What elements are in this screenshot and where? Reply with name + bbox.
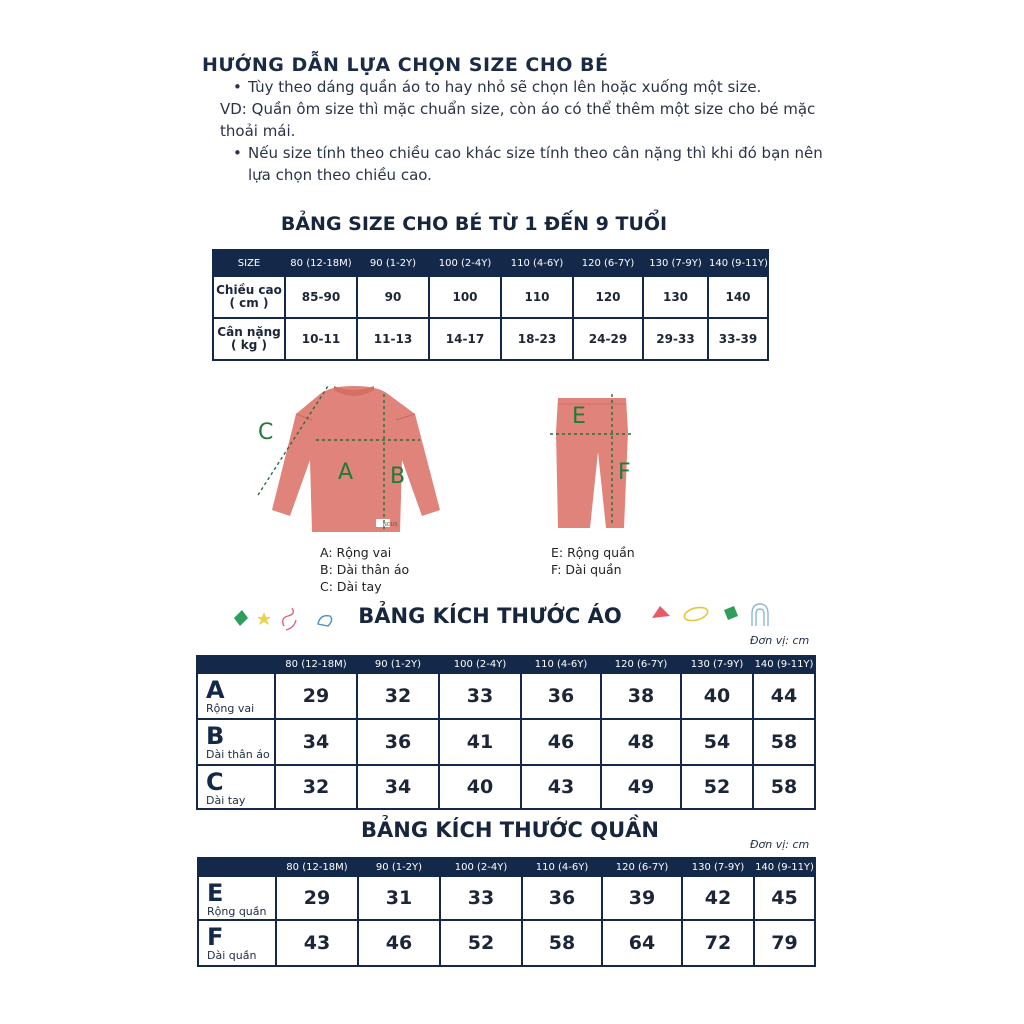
row-sublabel: Dài tay xyxy=(206,794,246,807)
table-cell: 85-90 xyxy=(285,276,357,318)
row-label-main: Cân nặng xyxy=(217,325,281,339)
row-letter: E xyxy=(207,879,224,907)
table-cell: 33-39 xyxy=(708,318,768,360)
row-sublabel: Dài thân áo xyxy=(206,748,270,761)
row-label-main: Chiều cao xyxy=(216,283,282,297)
pants-table-header: 110 (4-6Y) xyxy=(522,858,602,876)
pants-table-corner xyxy=(198,858,276,876)
table-cell: 79 xyxy=(754,920,815,966)
shirt-icon xyxy=(272,386,440,532)
ring-icon xyxy=(683,605,709,623)
size-table-header-row xyxy=(213,250,768,276)
table-cell: 64 xyxy=(602,920,682,966)
star-icon xyxy=(257,612,271,625)
table-cell: 100 xyxy=(429,276,501,318)
table-cell: 54 xyxy=(681,719,753,765)
row-letter: B xyxy=(206,722,225,750)
table-cell: 90 xyxy=(357,276,429,318)
table-cell: 14-17 xyxy=(429,318,501,360)
table-cell: 40 xyxy=(439,765,521,809)
shirt-table-header: 90 (1-2Y) xyxy=(357,656,439,673)
guide-bullet-2-line-2: lựa chọn theo chiều cao. xyxy=(248,166,432,184)
row-letter: A xyxy=(206,676,225,704)
row-label xyxy=(197,719,275,765)
table-cell: 72 xyxy=(682,920,754,966)
table-cell: 41 xyxy=(439,719,521,765)
size-table-title: BẢNG SIZE CHO BÉ TỪ 1 ĐẾN 9 TUỔI xyxy=(280,213,668,235)
guide-example-line-1: VD: Quần ôm size thì mặc chuẩn size, còn áo có thể thêm một size cho bé mặc xyxy=(220,100,816,118)
table-cell: 44 xyxy=(753,673,815,719)
table-cell: 33 xyxy=(439,673,521,719)
measure-letter-e: E xyxy=(572,404,586,429)
table-row xyxy=(198,920,815,966)
pants-table-unit: Đơn vị: cm xyxy=(750,838,810,851)
table-cell: 140 xyxy=(708,276,768,318)
guide-example-line-2: thoải mái. xyxy=(220,122,296,140)
row-letter: F xyxy=(207,923,224,951)
table-cell: 10-11 xyxy=(285,318,357,360)
green-leaf-icon xyxy=(724,606,738,620)
size-table-header: 120 (6-7Y) xyxy=(573,250,643,276)
row-label xyxy=(197,673,275,719)
size-table-header: 80 (12-18M) xyxy=(285,250,357,276)
legend-item: A: Rộng vai xyxy=(320,545,392,560)
shirt-illustration xyxy=(250,380,460,540)
guide-bullet-2-line-1: • Nếu size tính theo chiều cao khác size tính theo cân nặng thì khi đó bạn nên xyxy=(248,144,823,162)
table-cell: 40 xyxy=(681,673,753,719)
table-cell: 120 xyxy=(573,276,643,318)
table-cell: 34 xyxy=(357,765,439,809)
size-table-header: 90 (1-2Y) xyxy=(357,250,429,276)
row-sublabel: Dài quần xyxy=(207,949,257,962)
measure-letter-b: B xyxy=(390,464,406,489)
shirt-table-header: 140 (9-11Y) xyxy=(753,656,815,673)
table-cell: 58 xyxy=(753,719,815,765)
table-row xyxy=(197,719,815,765)
size-table-header: 140 (9-11Y) xyxy=(708,250,768,276)
measure-letter-a: A xyxy=(338,460,354,485)
table-cell: 43 xyxy=(276,920,358,966)
legend-item: B: Dài thân áo xyxy=(320,562,410,577)
legend-item: E: Rộng quần xyxy=(551,545,635,560)
table-cell: 58 xyxy=(522,920,602,966)
row-sublabel: Rộng quần xyxy=(207,905,267,918)
pants-table-header: 130 (7-9Y) xyxy=(682,858,754,876)
pants-table xyxy=(197,857,816,967)
table-cell: 58 xyxy=(753,765,815,809)
table-cell: 33 xyxy=(440,876,522,920)
table-cell: 29 xyxy=(276,876,358,920)
shirt-table-header: 130 (7-9Y) xyxy=(681,656,753,673)
row-sublabel: Rộng vai xyxy=(206,702,255,715)
table-cell: 36 xyxy=(357,719,439,765)
row-label xyxy=(213,276,285,318)
table-cell: 49 xyxy=(601,765,681,809)
shirt-legend xyxy=(320,544,409,595)
pants-legend xyxy=(551,544,635,578)
table-row xyxy=(197,673,815,719)
table-cell: 38 xyxy=(601,673,681,719)
table-cell: 34 xyxy=(275,719,357,765)
table-cell: 42 xyxy=(682,876,754,920)
table-cell: 36 xyxy=(522,876,602,920)
size-table-header: 130 (7-9Y) xyxy=(643,250,708,276)
pants-table-header: 100 (2-4Y) xyxy=(440,858,522,876)
guide-title: HƯỚNG DẪN LỰA CHỌN SIZE CHO BÉ xyxy=(202,54,609,76)
pants-table-header: 80 (12-18M) xyxy=(276,858,358,876)
table-cell: 46 xyxy=(521,719,601,765)
shirt-table-corner xyxy=(197,656,275,673)
table-cell: 32 xyxy=(357,673,439,719)
table-cell: 24-29 xyxy=(573,318,643,360)
table-cell: 29 xyxy=(275,673,357,719)
table-cell: 48 xyxy=(601,719,681,765)
pants-table-header: 120 (6-7Y) xyxy=(602,858,682,876)
table-cell: 45 xyxy=(754,876,815,920)
table-row xyxy=(197,765,815,809)
table-cell: 36 xyxy=(521,673,601,719)
size-table-header: 100 (2-4Y) xyxy=(429,250,501,276)
pants-table-title: BẢNG KÍCH THƯỚC QUẦN xyxy=(360,818,659,842)
pants-table-header-row xyxy=(198,858,815,876)
right-doodles xyxy=(650,600,775,632)
shirt-table-title: BẢNG KÍCH THƯỚC ÁO xyxy=(358,604,622,628)
table-row xyxy=(213,318,768,360)
red-triangle-icon xyxy=(652,606,670,618)
legend-item: C: Dài tay xyxy=(320,579,382,594)
table-cell: 11-13 xyxy=(357,318,429,360)
guide-bullet-1: • Tùy theo dáng quần áo to hay nhỏ sẽ chọn lên hoặc xuống một size. xyxy=(248,78,761,96)
pants-table-header: 140 (9-11Y) xyxy=(754,858,815,876)
row-label xyxy=(198,876,276,920)
shirt-table xyxy=(196,655,816,810)
table-cell: 39 xyxy=(602,876,682,920)
size-table-header: 110 (4-6Y) xyxy=(501,250,573,276)
shirt-table-header-row xyxy=(197,656,815,673)
table-cell: 31 xyxy=(358,876,440,920)
table-cell: 29-33 xyxy=(643,318,708,360)
pants-table-header: 90 (1-2Y) xyxy=(358,858,440,876)
shirt-table-header: 110 (4-6Y) xyxy=(521,656,601,673)
shirt-tag-text: NOUS xyxy=(383,522,398,528)
row-label xyxy=(198,920,276,966)
size-table xyxy=(212,249,769,361)
table-cell: 52 xyxy=(440,920,522,966)
swirl-icon xyxy=(283,608,296,630)
row-label-unit: ( cm ) xyxy=(229,296,269,310)
legend-item: F: Dài quần xyxy=(551,562,622,577)
shirt-table-header: 80 (12-18M) xyxy=(275,656,357,673)
table-cell: 46 xyxy=(358,920,440,966)
shirt-table-unit: Đơn vị: cm xyxy=(750,634,810,647)
table-row xyxy=(198,876,815,920)
table-cell: 110 xyxy=(501,276,573,318)
measure-letter-f: F xyxy=(618,460,631,485)
table-cell: 18-23 xyxy=(501,318,573,360)
row-label-unit: ( kg ) xyxy=(231,338,267,352)
rainbow-icon xyxy=(752,604,768,626)
table-cell: 32 xyxy=(275,765,357,809)
shirt-table-header: 100 (2-4Y) xyxy=(439,656,521,673)
size-table-corner: SIZE xyxy=(213,250,285,276)
table-cell: 43 xyxy=(521,765,601,809)
table-cell: 52 xyxy=(681,765,753,809)
row-label xyxy=(197,765,275,809)
table-cell: 130 xyxy=(643,276,708,318)
left-doodles xyxy=(230,604,340,634)
measure-letter-c: C xyxy=(258,420,274,445)
shirt-table-header: 120 (6-7Y) xyxy=(601,656,681,673)
table-row xyxy=(213,276,768,318)
green-diamond-icon xyxy=(234,610,248,626)
row-label xyxy=(213,318,285,360)
row-letter: C xyxy=(206,768,224,796)
